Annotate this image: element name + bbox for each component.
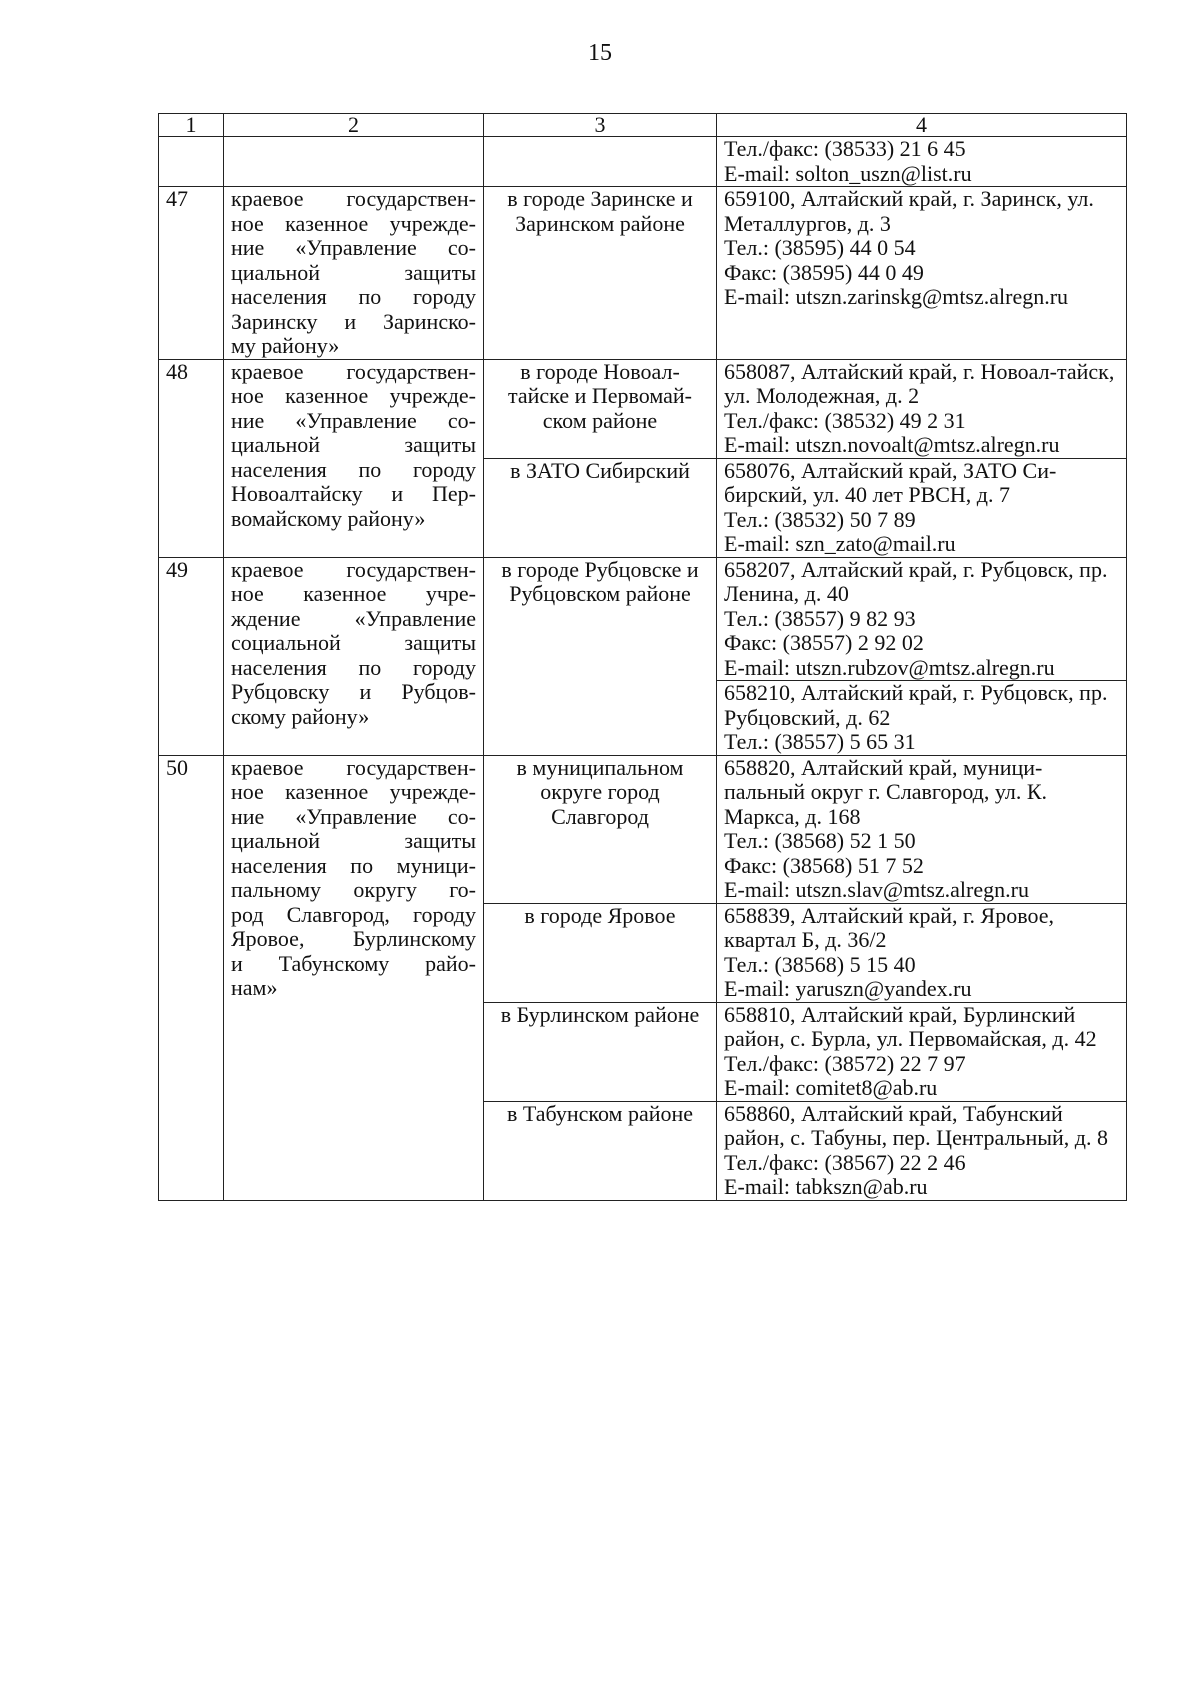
text-line: ждение «Управление bbox=[231, 605, 476, 631]
institution-name bbox=[224, 755, 484, 1200]
text-line: краевое государствен- bbox=[231, 186, 476, 211]
branch-contact: 658820, Алтайский край, муници-пальный округ г. Славгород, ул. К. Маркса, д. 168 Тел.: (38568) 52 1 50 Факс: (38568) 51 7 52 E-mail: utszn.slav@mtsz.alregn.ru bbox=[717, 755, 1127, 903]
text-line: и Табунскому райо- bbox=[231, 950, 476, 976]
text-line: краевое государствен- bbox=[231, 754, 476, 780]
text-line: краевое государствен- bbox=[231, 358, 476, 384]
continuation-row bbox=[159, 137, 1127, 187]
branch-location: в Бурлинском районе bbox=[484, 1002, 717, 1101]
branch-contact: 658076, Алтайский край, ЗАТО Си-бирский, ул. 40 лет РВСН, д. 7 Тел.: (38532) 50 7 89 E-mail: szn_zato@mail.ru bbox=[717, 458, 1127, 557]
row-number: 47 bbox=[159, 187, 224, 360]
text-line: вомайскому району» bbox=[231, 505, 426, 531]
cell-num bbox=[159, 137, 224, 187]
institution-name bbox=[224, 557, 484, 755]
text-line: ное казенное учрежде- bbox=[231, 383, 476, 408]
text-line: циальной защиты bbox=[231, 828, 476, 853]
institutions-table bbox=[158, 113, 1127, 1201]
column-header-4: 4 bbox=[717, 114, 1127, 137]
row-number: 48 bbox=[159, 359, 224, 557]
text-line: Заринску и Заринско- bbox=[231, 308, 476, 334]
text-line: ное казенное учрежде- bbox=[231, 210, 476, 236]
text-line: Рубцовску и Рубцов- bbox=[231, 679, 476, 704]
table-row bbox=[159, 359, 1127, 458]
page-number: 15 bbox=[588, 40, 612, 66]
text-line: Яровое, Бурлинскому bbox=[231, 926, 476, 951]
institution-name bbox=[224, 359, 484, 557]
text-line: населения по городу bbox=[231, 654, 476, 680]
text-line: ние «Управление со- bbox=[231, 407, 476, 433]
branch-location: в городе Новоал-тайске и Первомай-ском районе bbox=[484, 359, 717, 458]
text-line: му району» bbox=[231, 333, 340, 358]
row-number: 49 bbox=[159, 557, 224, 755]
branch-contact: 658087, Алтайский край, г. Новоал-тайск, ул. Молодежная, д. 2 Тел./факс: (38532) 49 2 31 E-mail: utszn.novoalt@mtsz.alregn.ru bbox=[717, 359, 1127, 458]
table-row bbox=[159, 557, 1127, 681]
text-line: род Славгород, городу bbox=[231, 901, 476, 927]
table-row bbox=[159, 187, 1127, 360]
text-line: циальной защиты bbox=[231, 432, 476, 457]
text-line: нам» bbox=[231, 975, 278, 1000]
table-row bbox=[159, 755, 1127, 903]
text-line: ное казенное учрежде- bbox=[231, 779, 476, 804]
text-line: ное казенное учре- bbox=[231, 581, 476, 606]
text-line: социальной защиты bbox=[231, 630, 476, 655]
text-line: скому району» bbox=[231, 703, 370, 729]
institution-name bbox=[224, 187, 484, 360]
cell-institution bbox=[224, 137, 484, 187]
branch-location: в городе Заринске и Заринском районе bbox=[484, 187, 717, 360]
header-row bbox=[159, 114, 1127, 137]
branch-contact: 658810, Алтайский край, Бурлинский район, с. Бурла, ул. Первомайская, д. 42 Тел./факс: (38572) 22 7 97 E-mail: comitet8@ab.ru bbox=[717, 1002, 1127, 1101]
text-line: циальной защиты bbox=[231, 259, 476, 285]
text-line: пальному округу го- bbox=[231, 877, 476, 902]
text-line: населения по муници- bbox=[231, 852, 476, 878]
text-line: населения по городу bbox=[231, 456, 476, 482]
branch-location: в городе Рубцовске и Рубцовском районе bbox=[484, 557, 717, 755]
column-header-1: 1 bbox=[159, 114, 224, 137]
branch-contact: 658839, Алтайский край, г. Яровое, квартал Б, д. 36/2 Тел.: (38568) 5 15 40 E-mail: yaruszn@yandex.ru bbox=[717, 903, 1127, 1002]
branch-contact: 658207, Алтайский край, г. Рубцовск, пр. Ленина, д. 40 Тел.: (38557) 9 82 93 Факс: (38557) 2 92 02 E-mail: utszn.rubzov@mtsz.alregn.ru bbox=[717, 557, 1127, 681]
cell-contact: Тел./факс: (38533) 21 6 45 E-mail: solton_uszn@list.ru bbox=[717, 137, 1127, 187]
branch-location: в Табунском районе bbox=[484, 1101, 717, 1200]
row-number: 50 bbox=[159, 755, 224, 1200]
branch-location: в муниципальном округе город Славгород bbox=[484, 755, 717, 903]
column-header-3: 3 bbox=[484, 114, 717, 137]
branch-location: в городе Яровое bbox=[484, 903, 717, 1002]
text-line: краевое государствен- bbox=[231, 556, 476, 582]
branch-contact: 658860, Алтайский край, Табунский район, с. Табуны, пер. Центральный, д. 8 Тел./факс: (38567) 22 2 46 E-mail: tabkszn@ab.ru bbox=[717, 1101, 1127, 1200]
text-line: ние «Управление со- bbox=[231, 235, 476, 260]
branch-location: в ЗАТО Сибирский bbox=[484, 458, 717, 557]
column-header-2: 2 bbox=[224, 114, 484, 137]
text-line: Новоалтайску и Пер- bbox=[231, 481, 476, 506]
cell-location bbox=[484, 137, 717, 187]
branch-contact: 659100, Алтайский край, г. Заринск, ул. Металлургов, д. 3 Тел.: (38595) 44 0 54 Факс: (38595) 44 0 49 E-mail: utszn.zarinskg@mtsz.alregn.ru bbox=[717, 187, 1127, 360]
text-line: населения по городу bbox=[231, 284, 476, 309]
text-line: ние «Управление со- bbox=[231, 803, 476, 829]
branch-contact: 658210, Алтайский край, г. Рубцовск, пр. Рубцовский, д. 62 Тел.: (38557) 5 65 31 bbox=[717, 681, 1127, 756]
